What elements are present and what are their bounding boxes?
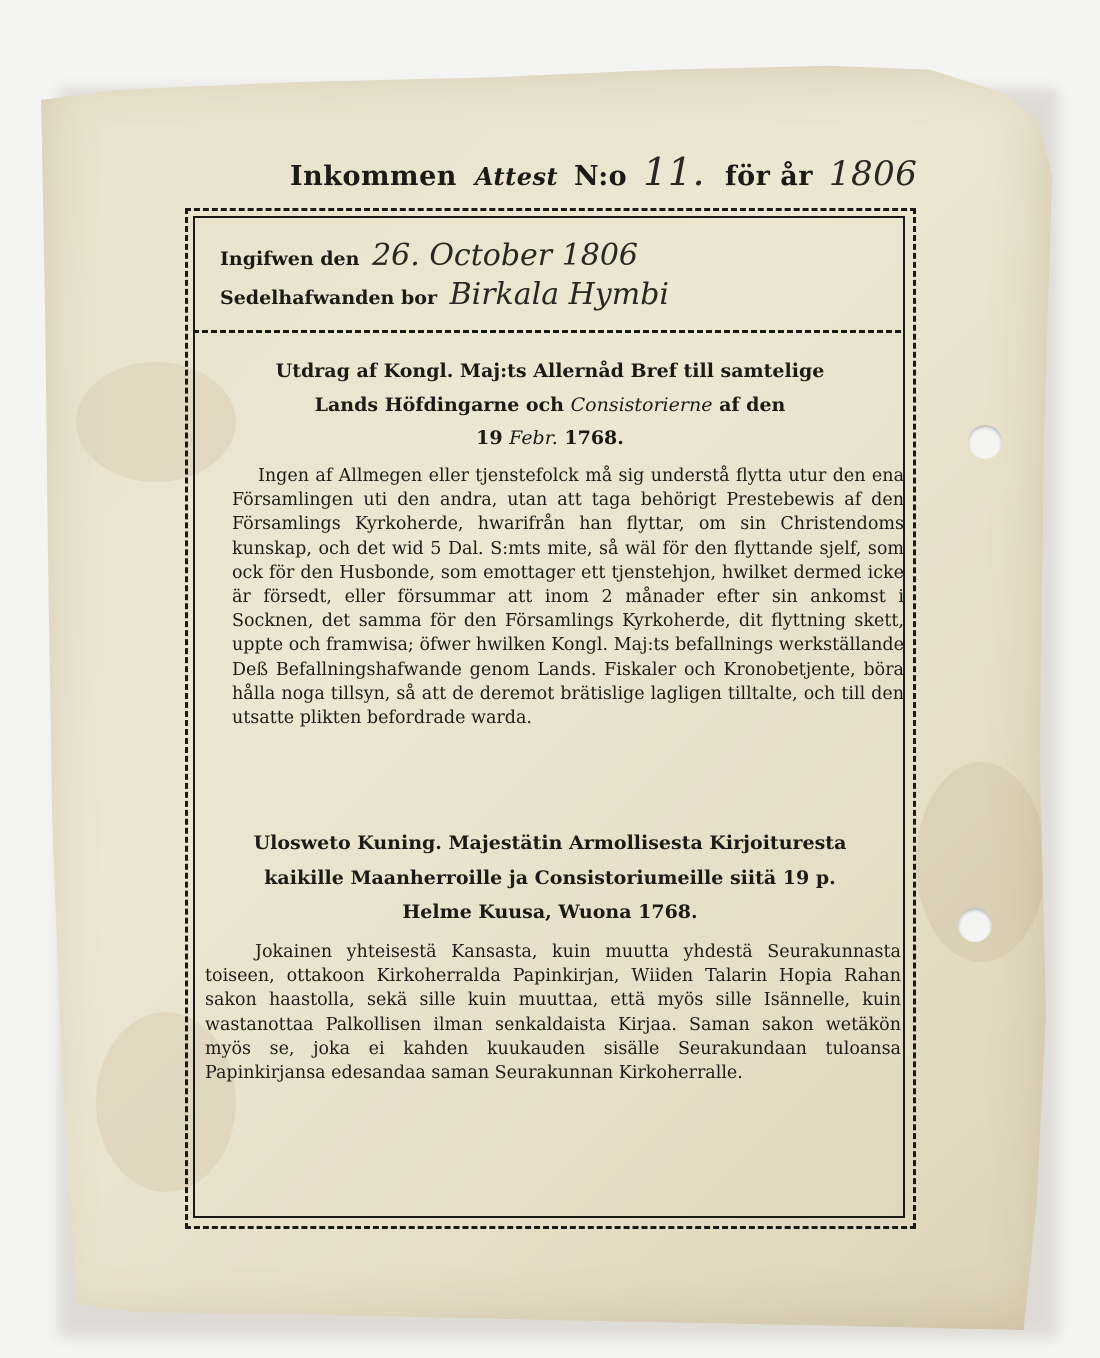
document-header <box>290 150 918 200</box>
holder-field <box>220 277 669 312</box>
finnish-body-text: Jokainen yhteisestä Kansasta, kuin muutta yhdestä Seurakunnasta toiseen, ottakoon Kirkoherralda Papinkirjan, Wiiden Talarin Hopia Rahan sakon haastolla, sekä sille kuin muuttaa, että myös sille Isännelle, kuin wastanottaa Palkollisen ilman senkaldaista Kirjaa. Saman sakon wetäkön myös se, joka ei kahden kuukauden sisälle Seurakundaan tuloansa Papinkirjansa edesandaa saman Seurakunnan Kirkoherralle. <box>205 942 901 1084</box>
submitted-value: 26. October 1806 <box>372 238 639 273</box>
swedish-title-line2-b: Consistorierne <box>570 394 713 416</box>
header-number-label: N:o <box>574 161 628 192</box>
swedish-title-line3-b: Febr. <box>509 427 558 449</box>
finnish-title-line3: Helme Kuusa, Wuona 1768. <box>402 901 698 923</box>
section-divider <box>193 330 901 333</box>
holder-value: Birkala Hymbi <box>449 277 669 312</box>
swedish-title-line3-c: 1768. <box>564 427 624 449</box>
finnish-title-line1: Ulosweto Kuning. Majestätin Armollisesta Kirjoituresta <box>253 832 847 854</box>
swedish-title-line2-c: af den <box>719 394 786 416</box>
swedish-title-line3-a: 19 <box>476 427 503 449</box>
finnish-title-line2: kaikille Maanherroille ja Consistoriumeille siitä 19 p. <box>264 867 836 889</box>
swedish-title-line3 <box>205 427 895 449</box>
header-year-label: för år <box>724 161 813 192</box>
punch-hole <box>958 908 992 942</box>
header-number-value: 11. <box>643 150 706 194</box>
swedish-title-line2-a: Lands Höfdingarne och <box>314 394 564 416</box>
swedish-title-line1: Utdrag af Kongl. Maj:ts Allernåd Bref till samtelige <box>275 360 825 382</box>
swedish-body-text: Ingen af Allmegen eller tjenstefolck må sig understå flytta utur den ena Församlingen uti den andra, utan att taga behörigt Prestebewis af den Församlings Kyrkoherde, hwarifrån han flyttar, om sin Christendoms kunskap, och det wid 5 Dal. S:mts mite, så wäl för den flyttande sjelf, som ock för den Husbonde, som emottager ett tjenstehjon, hwilket dermed icke är försedt, eller försummar att inom 2 månader efter sin ankomst i Socknen, det samma för den Församlings Kyrkoherde, dit flyttning skett, uppte och framwisa; öfwer hwilken Kongl. Maj:ts befallnings werkställande Deß Befallningshafwande genom Lands. Fiskaler och Kronobetjente, böra hålla noga tillsyn, så att de deremot brätislige lagligen tilltalte, och till den utsatte plikten befordrade warda. <box>232 466 904 729</box>
header-received-label: Inkommen <box>290 161 457 192</box>
swedish-title-line2 <box>205 394 895 416</box>
header-certificate-label: Attest <box>474 162 559 191</box>
punch-hole <box>968 425 1002 459</box>
submitted-label: Ingifwen den <box>220 248 360 270</box>
submitted-field <box>220 238 638 273</box>
holder-label: Sedelhafwanden bor <box>220 287 437 309</box>
header-year-value: 1806 <box>828 154 918 194</box>
